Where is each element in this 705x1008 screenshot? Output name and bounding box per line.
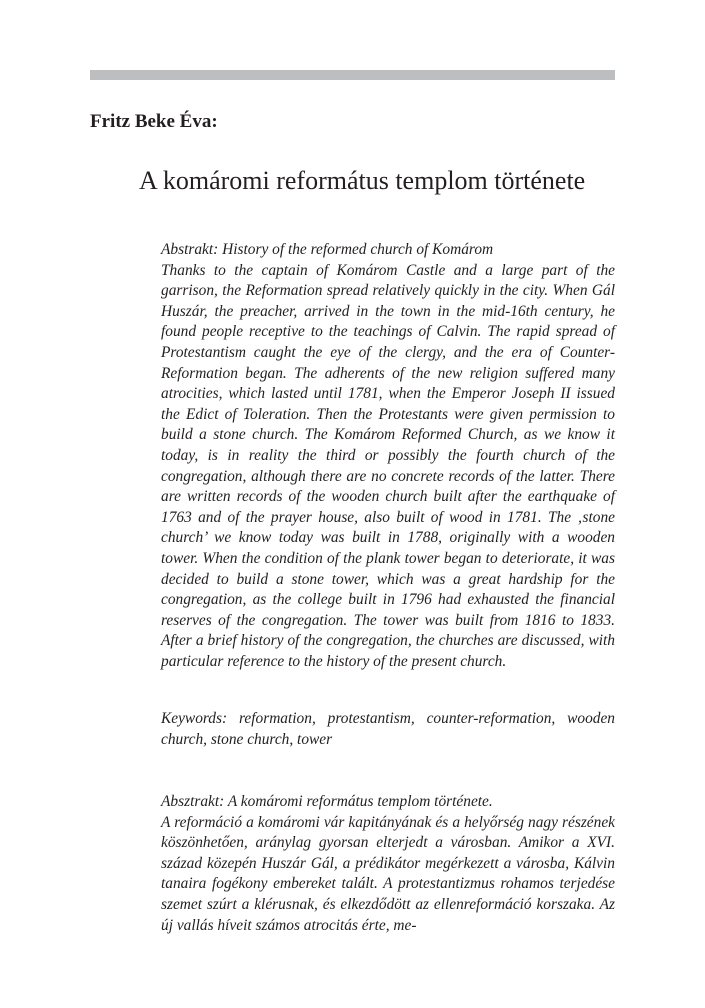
english-abstract [161,240,615,672]
hungarian-abstract-heading: Absztrakt: A komáromi református templom története. [161,793,493,810]
english-abstract-body: Thanks to the captain of Komárom Castle and a large part of the garrison, the Reformation spread relatively quickly in the city. When Gál Huszár, the preacher, arrived in the town in the mid-16th century, he found people receptive to the teachings of Calvin. The rapid spread of Protestantism caught the eye of the clergy, and the era of Counter-Reformation began. The adherents of the new religion suffered many atrocities, which lasted until 1781, when the Emperor Joseph II issued the Edict of Toleration. Then the Protestants were given permission to build a stone church. The Komárom Reformed Church, as we know it today, is in reality the third or possibly the fourth church of the congregation, although there are no concrete records of the latter. There are written records of the wooden church built after the earthquake of 1763 and of the prayer house, also built of wood in 1781. The ‚stone church’ we know today was built in 1788, originally with a wooden tower. When the condition of the plank tower began to deteriorate, it was decided to build a stone tower, which was a great hardship for the congregation, as the college built in 1796 had exhausted the financial reserves of the congregation. The tower was built from 1816 to 1833. After a brief history of the congregation, the churches are discussed, with particular reference to the history of the present church. [161,261,615,670]
keywords [161,709,615,750]
hungarian-abstract [161,792,615,936]
hungarian-abstract-body: A reformáció a komáromi vár kapitányának és a helyőrség nagy részének köszönhetően, aránylag gyorsan elterjedt a városban. Amikor a XVI. század közepén Huszár Gál, a prédikátor megérkezett a városba, Kálvin tanaira fogékony embereket talált. A protestantizmus rohamos terjedése szemet szúrt a klérusnak, és elkezdődött az ellenreformáció korszaka. Az új vallás híveit számos atrocitás érte, me- [161,813,615,934]
english-abstract-heading: Abstrakt: History of the reformed church of Komárom [161,241,494,258]
article-title: A komáromi református templom története [139,166,586,195]
keywords-text: Keywords: reformation, protestantism, counter-reformation, wooden church, stone church, tower [161,710,615,748]
top-rule [90,70,615,80]
author-name: Fritz Beke Éva: [90,111,218,132]
